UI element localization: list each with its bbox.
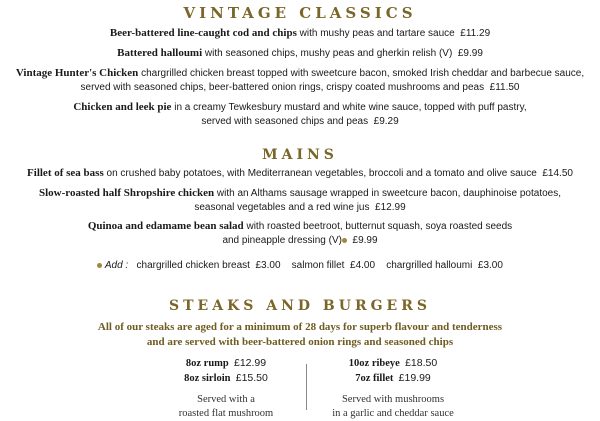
steaks-right: 10oz ribeye £18.50 7oz fillet £19.99 Served with mushrooms in a garlic and cheddar sauce bbox=[332, 357, 454, 419]
add-ons: Add : chargrilled chicken breast £3.00 salmon fillet £4.00 chargrilled halloumi £3.00 bbox=[0, 259, 600, 273]
steaks-left: 8oz rump £12.99 8oz sirloin £15.50 Served with a roasted flat mushroom bbox=[178, 357, 274, 419]
menu-item: Battered halloumi with seasoned chips, mushy peas and gherkin relish (V) £9.99 bbox=[117, 47, 483, 59]
menu-item: Slow-roasted half Shropshire chicken with an Althams sausage wrapped in sweetcure bacon, dauphinoise potatoes, seasonal vegetables and a red wine jus £12.99 bbox=[39, 187, 561, 213]
section-title-vintage-classics: VINTAGE CLASSICS bbox=[183, 4, 417, 22]
section-title-mains: MAINS bbox=[262, 147, 338, 163]
section-title-steaks-and-burgers: STEAKS AND BURGERS bbox=[169, 298, 431, 314]
add-dot-icon bbox=[97, 263, 102, 268]
vegan-dot-icon bbox=[342, 238, 347, 243]
steaks-note: All of our steaks are aged for a minimum of 28 days for superb flavour and tenderness and are served with beer-battered onion rings and seasoned chips bbox=[97, 321, 503, 348]
menu-item: Quinoa and edamame bean salad with roasted beetroot, butternut squash, soya roasted seeds and pineapple dressing (V) £9.99 bbox=[87, 220, 513, 246]
menu-item: Beer-battered line-caught cod and chips with mushy peas and tartare sauce £11.29 bbox=[109, 27, 491, 39]
menu-item: Fillet of sea bass on crushed baby potatoes, with Mediterranean vegetables, broccoli and a tomato and olive sauce £14.50 bbox=[27, 167, 573, 179]
menu-item: Vintage Hunter's Chicken chargrilled chicken breast topped with sweetcure bacon, smoked Irish cheddar and barbecue sauce, served with seasoned chips, beer-battered onion rings, crispy coated mushrooms and peas £11.50 bbox=[15, 67, 585, 93]
menu-item: Chicken and leek pie in a creamy Tewkesbury mustard and white wine sauce, topped with puff pastry, served with seasoned chips and peas £9.29 bbox=[73, 101, 527, 127]
